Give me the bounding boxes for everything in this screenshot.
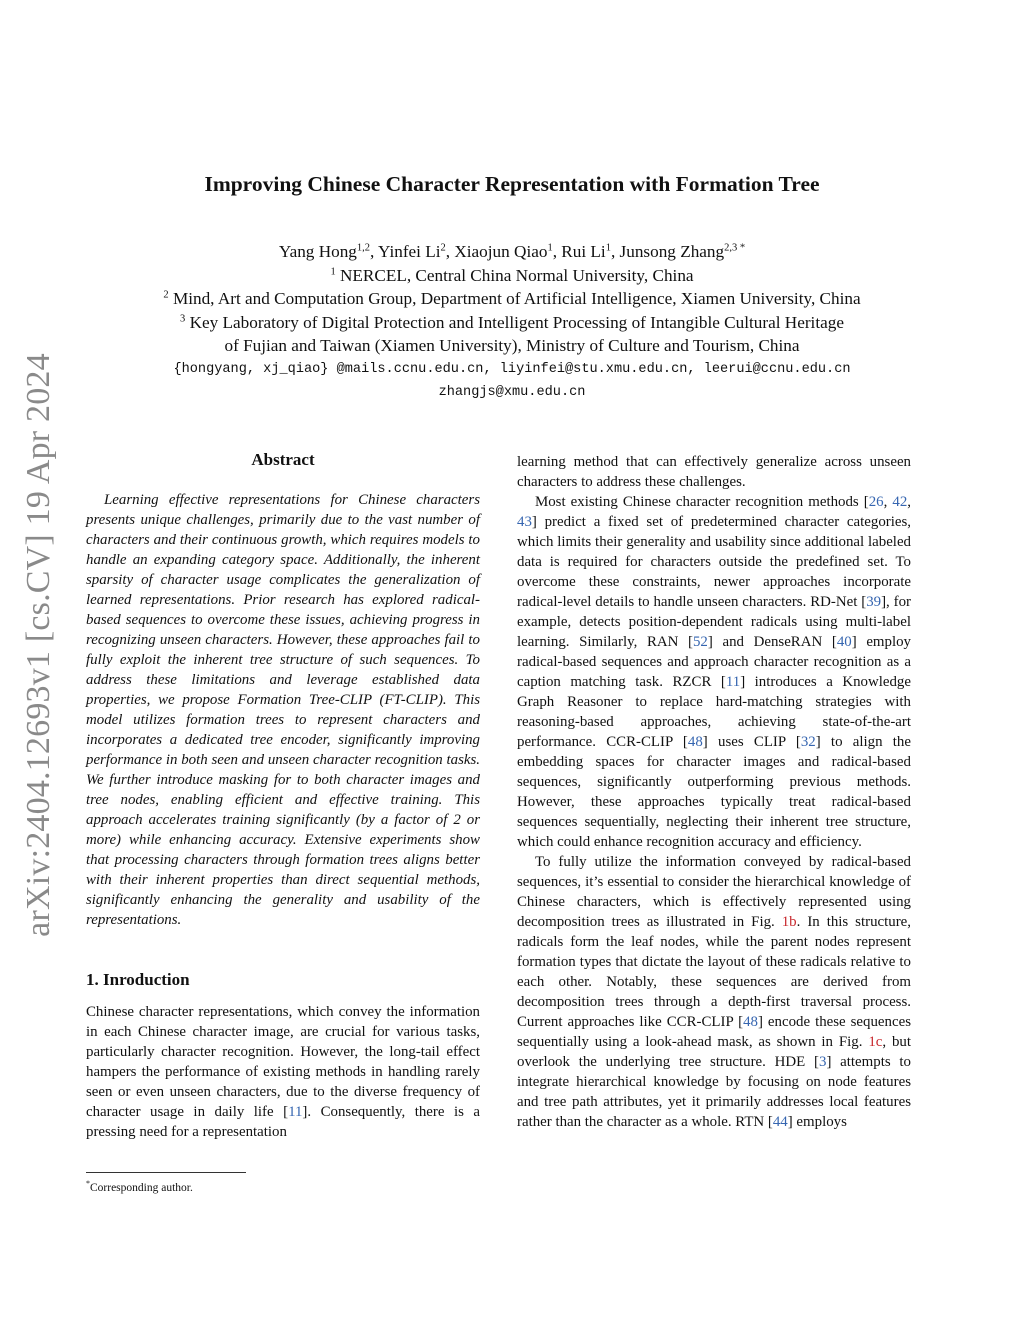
citation-link[interactable]: 44 xyxy=(772,1114,788,1130)
author-name: Rui Li xyxy=(561,242,606,261)
affiliation-number: 3 xyxy=(180,312,186,324)
author-affiliation-mark: 1 xyxy=(547,242,553,254)
email-line: zhangjs@xmu.edu.cn xyxy=(438,384,586,400)
affiliation-line xyxy=(0,264,1024,288)
citation-link[interactable]: 52 xyxy=(692,634,708,650)
text-run: To fully utilize the information conveyed by radical-based sequences, it’s essential to consider the hierarchical knowledge of Chinese characters, which is effectively represented using decomposition trees as illustrated in Fig. xyxy=(517,854,911,930)
text-run: ] attempts to integrate hierarchical knowledge by focusing on node features and tree path attributes, yet it primarily addresses local features rather than the character as a whole. RTN [ xyxy=(517,1054,911,1130)
affiliation-line: of Fujian and Taiwan (Xiamen University), Ministry of Culture and Tourism, China xyxy=(224,336,800,355)
citation-link[interactable]: 26 xyxy=(868,494,884,510)
citation-link[interactable]: 42 xyxy=(892,494,908,510)
arxiv-identifier: arXiv:2404.12693v1 [cs.CV] 19 Apr 2024 xyxy=(20,353,58,937)
author-name: Yang Hong xyxy=(278,242,357,261)
affiliation-line xyxy=(0,311,1024,335)
author-name: Xiaojun Qiao xyxy=(454,242,548,261)
author-name: Yinfei Li xyxy=(377,242,441,261)
text-run: Chinese character representations, which convey the information in each Chinese character image, are crucial for various tasks, particularly character recognition. However, the long-tail effect hampers the performance of existing methods in handling rarely seen or even unseen characters, due to the diverse frequency of character usage in daily life [ xyxy=(86,1004,480,1120)
affiliation-text: NERCEL, Central China Normal University, China xyxy=(339,265,694,285)
body-paragraph xyxy=(517,492,911,852)
footnote xyxy=(86,1172,246,1194)
affiliation-text: Mind, Art and Computation Group, Department of Artificial Intelligence, Xiamen University, China xyxy=(172,289,861,308)
footnote-mark: * xyxy=(86,1179,90,1188)
left-column xyxy=(86,450,480,1142)
author-affiliation-mark: 2 xyxy=(440,242,446,254)
text-run: ] to align the embedding spaces for character images and radical-based sequences, significantly outperforming previous methods. However, these approaches typically treat radical-based sequences sequentially, neglecting their inherent tree structure, which could enhance recognition accuracy and efficiency. xyxy=(517,734,911,850)
author-affiliation-mark: 2,3 * xyxy=(724,242,746,254)
affiliation-line xyxy=(0,287,1024,311)
body-paragraph: learning method that can effectively generalize across unseen characters to address these challenges. xyxy=(517,454,911,490)
body-paragraph xyxy=(517,852,911,1132)
affiliation-text: Key Laboratory of Digital Protection and Intelligent Processing of Intangible Cultural Heritage xyxy=(189,312,844,332)
citation-link[interactable]: 48 xyxy=(743,1014,758,1030)
text-run: ] encode these sequences sequentially using a look-ahead mask, as shown in Fig. xyxy=(517,1014,911,1050)
footnote-text: Corresponding author. xyxy=(90,1181,193,1194)
text-run: ] employs xyxy=(787,1114,847,1130)
text-run: Most existing Chinese character recognition methods [ xyxy=(535,494,869,510)
citation-link[interactable]: 40 xyxy=(836,634,852,650)
text-run: . In this structure, radicals form the leaf nodes, while the parent nodes represent formation types that dictate the layout of these radicals relative to each other. Notably, these sequences are derived from decomposition trees through a depth-first traversal process. Current approaches like CCR-CLIP [ xyxy=(517,914,911,1030)
abstract-heading: Abstract xyxy=(251,450,315,469)
author-line: Yang Hong$^{1,2}$, Yinfei Li$^2$, Xiaojun Qiao$^1$, Rui Li$^1$, Junsong Zhang$^{2,3 *}$ xyxy=(278,242,746,261)
author-affiliation-mark: 1 xyxy=(605,242,611,254)
text-run: ] uses CLIP [ xyxy=(702,734,801,750)
right-column xyxy=(517,452,911,1132)
citation-link[interactable]: 11 xyxy=(288,1104,303,1120)
intro-paragraph xyxy=(86,1002,480,1142)
author-block xyxy=(0,240,1024,404)
text-run: ] employ radical-based sequences and approach character recognition as a caption matching task. RZCR [ xyxy=(517,634,911,690)
citation-link[interactable]: 3 xyxy=(818,1054,827,1070)
arxiv-sidebar xyxy=(14,355,64,935)
citation-link[interactable]: 39 xyxy=(866,594,882,610)
text-run: , but overlook the underlying tree structure. HDE [ xyxy=(517,1034,911,1070)
citation-link[interactable]: 43 xyxy=(517,514,532,530)
text-run: , xyxy=(883,494,893,510)
text-run: ] introduces a Knowledge Graph Reasoner to replace hard-matching strategies with reasoning-based approaches, achieving state-of-the-art performance. CCR-CLIP [ xyxy=(517,674,911,750)
citation-link[interactable]: 32 xyxy=(800,734,816,750)
text-run: ]. Consequently, there is a pressing need for a representation xyxy=(86,1104,480,1140)
text-run: ] predict a fixed set of predetermined character categories, which limits their generality and usability since additional labeled data is required for characters outside the predefined set. To overcome these constraints, newer approaches incorporate radical-level details to handle unseen characters. RD-Net [ xyxy=(517,514,911,610)
text-run: , xyxy=(907,494,911,510)
figure-ref-link[interactable]: 1b xyxy=(781,914,797,930)
author-affiliation-mark: 1,2 xyxy=(356,242,371,254)
affiliation-number: 2 xyxy=(163,289,169,301)
author-name: Junsong Zhang xyxy=(619,242,725,261)
citation-link[interactable]: 48 xyxy=(687,734,703,750)
text-run: ], for example, detects position-dependent radicals using multi-label learning. Similarly, RAN [ xyxy=(517,594,911,650)
text-run: ] and DenseRAN [ xyxy=(707,634,837,650)
section-heading-introduction: 1. Inroduction xyxy=(86,970,190,989)
abstract-text: Learning effective representations for Chinese characters presents unique challenges, primarily due to the vast number of characters and their continuous growth, which requires models to handle an expanding category space. Additionally, the inherent sparsity of character usage complicates the generalization of learned representations. Prior research has explored radical-based sequences to overcome these issues, achieving progress in recognizing unseen characters. However, these approaches fail to fully exploit the inherent tree structure of such sequences. To address these limitations and leverage established data properties, we propose Formation Tree-CLIP (FT-CLIP). This model utilizes formation trees to represent characters and incorporates a dedicated tree encoder, significantly improving performance in both seen and unseen character recognition tasks. We further introduce masking for to both character images and tree nodes, enabling efficient and effective training. This approach accelerates training significantly (by a factor of 2 or more) while enhancing accuracy. Extensive experiments show that processing characters through formation trees aligns better with their inherent properties than direct sequential methods, significantly enhancing the generality and usability of the representations. xyxy=(86,492,480,928)
email-line: {hongyang, xj_qiao} @mails.ccnu.edu.cn, liyinfei@stu.xmu.edu.cn, leerui@ccnu.edu.cn xyxy=(173,361,851,377)
figure-ref-link[interactable]: 1c xyxy=(868,1034,883,1050)
affiliation-number: 1 xyxy=(330,265,336,277)
citation-link[interactable]: 11 xyxy=(725,674,741,690)
paper-title: Improving Chinese Character Representation with Formation Tree xyxy=(204,172,820,196)
